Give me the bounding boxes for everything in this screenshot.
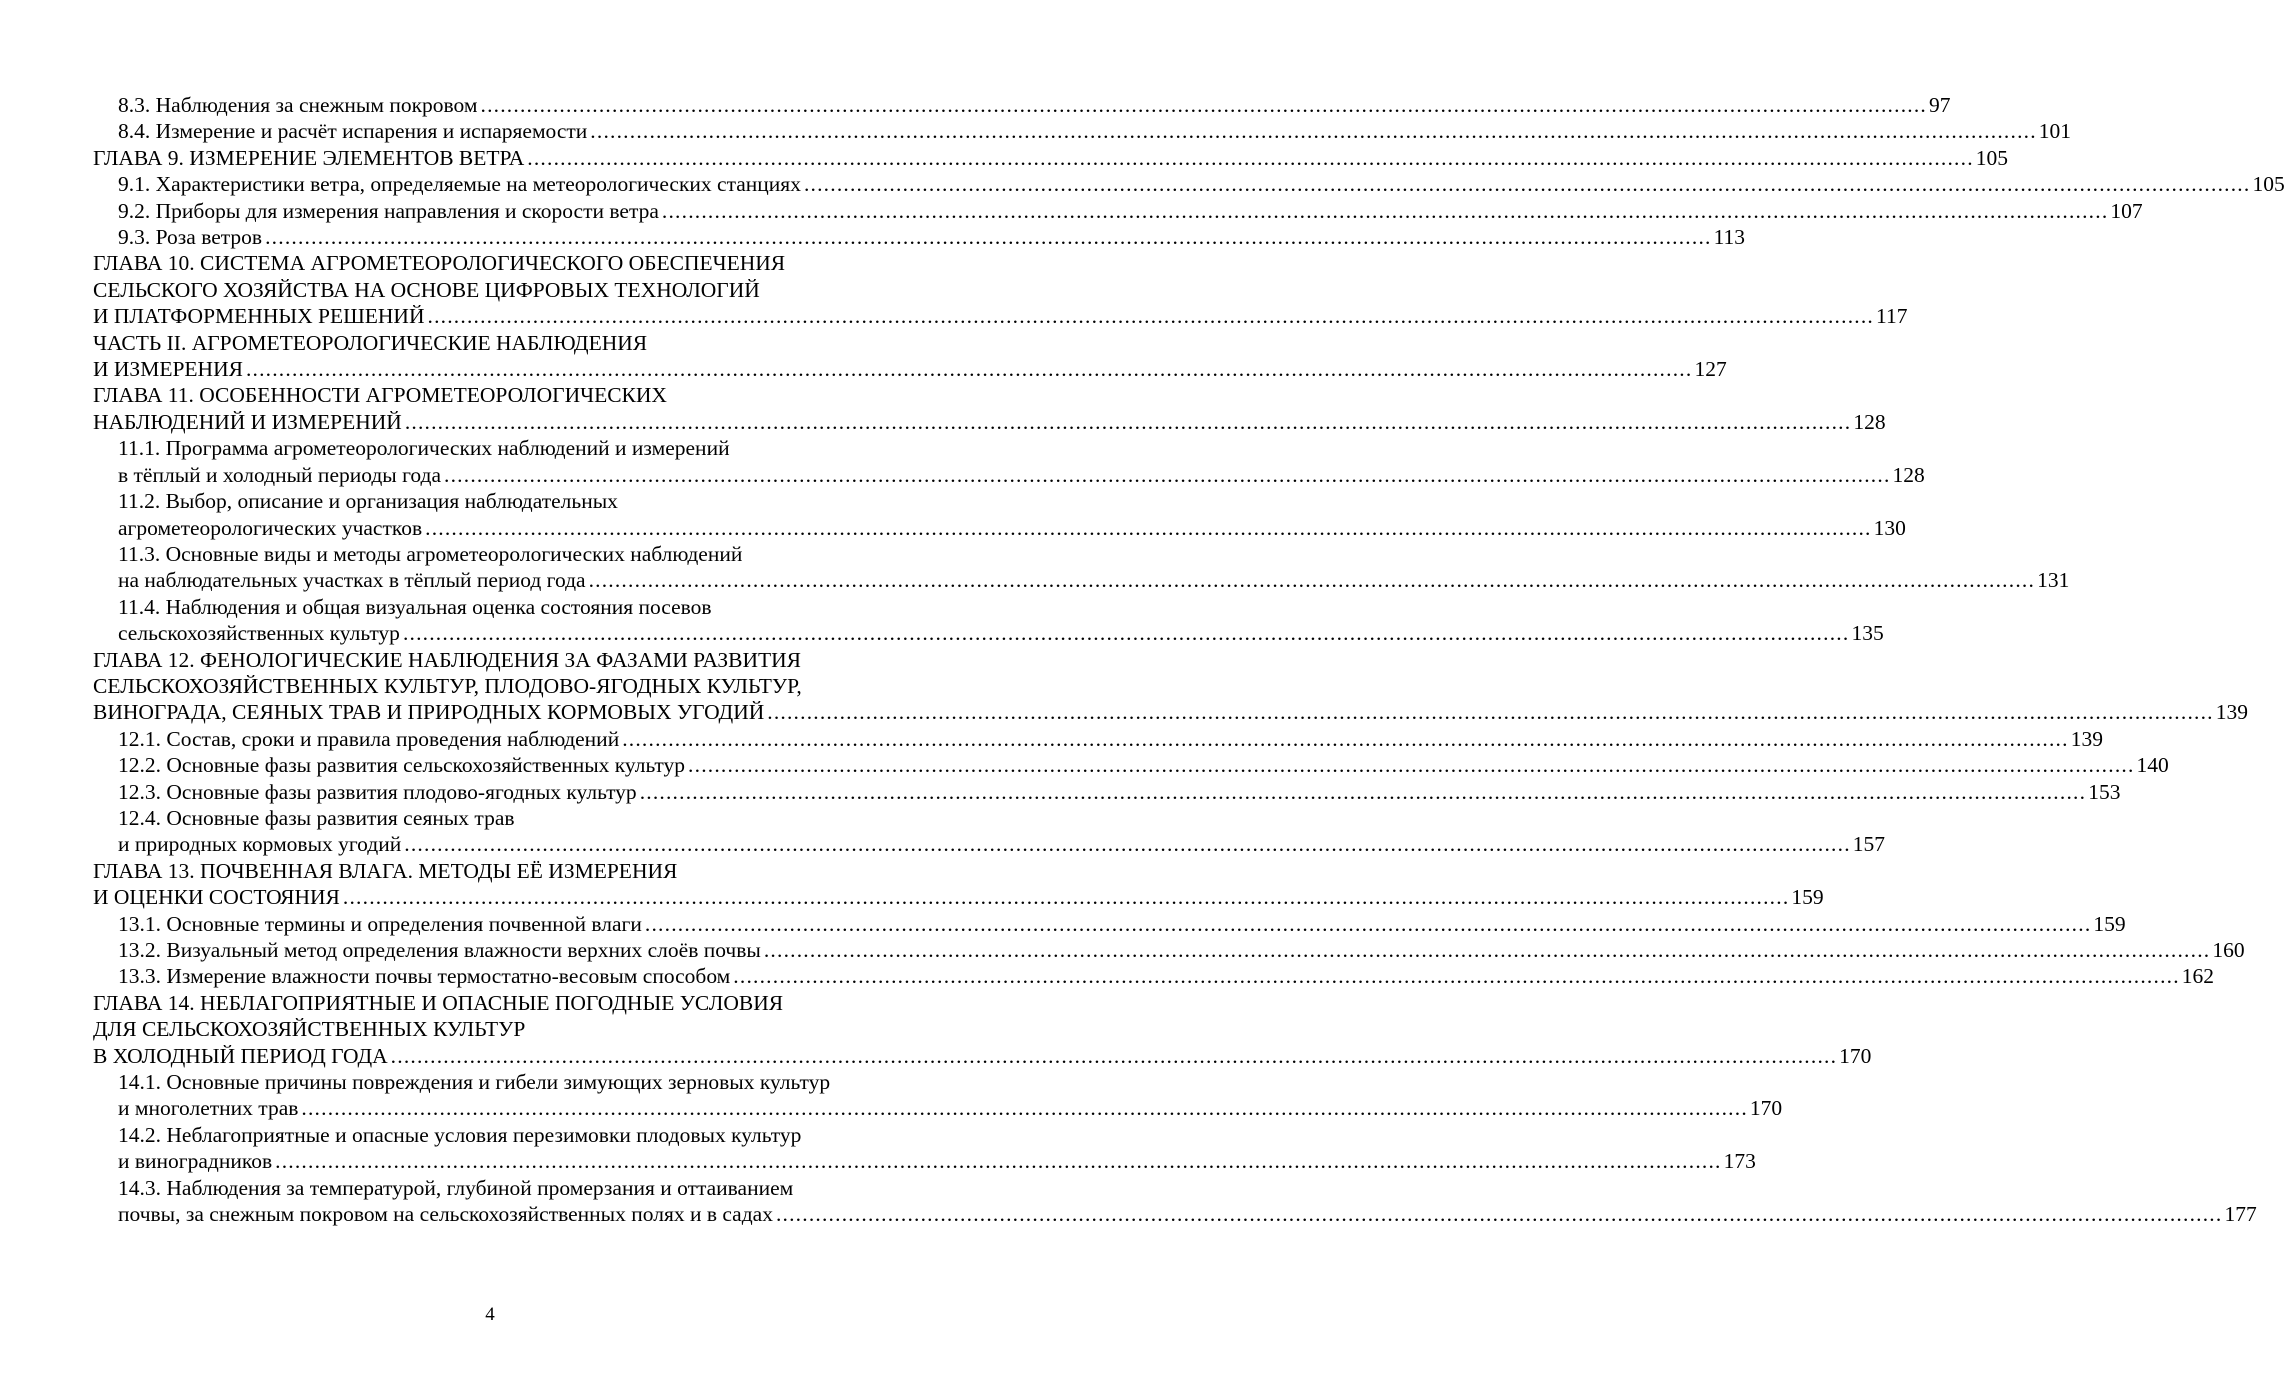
toc-entry-title-line: 11.4. Наблюдения и общая визуальная оценка состояния посевов bbox=[118, 594, 712, 619]
toc-entry-title-line: 12.2. Основные фазы развития сельскохозяйственных культур bbox=[118, 753, 686, 778]
toc-page-number: 170 bbox=[1749, 1096, 1783, 1121]
toc-entry-title-line: 14.1. Основные причины повреждения и гибели зимующих зерновых культур bbox=[118, 1070, 831, 1095]
toc-section-entry[interactable] bbox=[93, 779, 2121, 805]
toc-page-number: 160 bbox=[2212, 938, 2245, 962]
table-of-contents bbox=[93, 92, 2285, 1227]
toc-entry-last-line bbox=[118, 752, 2169, 778]
dot-leader: ............................................................................................................................................................................................................................ bbox=[688, 753, 2135, 778]
toc-entry-title-line: ГЛАВА 9. ИЗМЕРЕНИЕ ЭЛЕМЕНТОВ ВЕТРА bbox=[93, 145, 525, 170]
toc-entry-title-line: 11.1. Программа агрометеорологических наблюдений и измерений bbox=[118, 436, 730, 461]
toc-entry-last-line bbox=[93, 1043, 1872, 1069]
dot-leader: ............................................................................................................................................................................................................................ bbox=[775, 1202, 2223, 1227]
dot-leader: ............................................................................................................................................................................................................................ bbox=[763, 938, 2211, 962]
dot-leader: ............................................................................................................................................................................................................................ bbox=[590, 119, 2037, 144]
dot-leader: ............................................................................................................................................................................................................................ bbox=[245, 357, 1693, 382]
toc-entry-title-line: ЧАСТЬ II. АГРОМЕТЕОРОЛОГИЧЕСКИЕ НАБЛЮДЕНИЯ bbox=[93, 330, 648, 355]
toc-page-number: 162 bbox=[2181, 964, 2215, 989]
toc-section-entry[interactable] bbox=[93, 1175, 2257, 1228]
dot-leader: ............................................................................................................................................................................................................................ bbox=[480, 93, 1927, 117]
toc-entry-title-line: агрометеорологических участков bbox=[118, 515, 423, 540]
toc-entry-title-line: 8.4. Измерение и расчёт испарения и испаряемости bbox=[118, 119, 588, 144]
dot-leader: ............................................................................................................................................................................................................................ bbox=[803, 172, 2251, 197]
dot-leader: ............................................................................................................................................................................................................................ bbox=[425, 515, 1872, 540]
toc-entry-title-line: 12.1. Состав, сроки и правила проведения наблюдений bbox=[118, 726, 620, 751]
toc-page-number: 153 bbox=[2088, 779, 2121, 804]
toc-page-number: 117 bbox=[1876, 304, 1908, 329]
toc-section-entry[interactable] bbox=[93, 726, 2103, 752]
toc-entry-title-line: 8.3. Наблюдения за снежным покровом bbox=[118, 93, 478, 117]
toc-entry-title-line: в тёплый и холодный периоды года bbox=[118, 462, 442, 487]
toc-page-number: 101 bbox=[2038, 119, 2072, 144]
toc-entry-title-line: ВИНОГРАДА, СЕЯНЫХ ТРАВ И ПРИРОДНЫХ КОРМОВЫХ УГОДИЙ bbox=[93, 700, 765, 725]
dot-leader: ............................................................................................................................................................................................................................ bbox=[527, 145, 1974, 170]
toc-entry-title-line: 14.2. Неблагоприятные и опасные условия перезимовки плодовых культур bbox=[118, 1122, 802, 1147]
toc-entry-title-line: 9.2. Приборы для измерения направления и скорости ветра bbox=[118, 198, 659, 223]
toc-section-entry[interactable] bbox=[93, 118, 2072, 144]
dot-leader: ............................................................................................................................................................................................................................ bbox=[644, 911, 2092, 936]
toc-entry-title-line: ГЛАВА 12. ФЕНОЛОГИЧЕСКИЕ НАБЛЮДЕНИЯ ЗА ФАЗАМИ РАЗВИТИЯ bbox=[93, 647, 801, 672]
toc-entry-last-line bbox=[93, 303, 1908, 329]
toc-entry-title-line: и виноградников bbox=[118, 1149, 273, 1174]
toc-page-number: 105 bbox=[2252, 172, 2285, 197]
toc-chapter-entry[interactable] bbox=[93, 250, 1908, 329]
toc-entry-title-line: 9.3. Роза ветров bbox=[118, 225, 263, 250]
toc-chapter-entry[interactable] bbox=[93, 990, 1872, 1069]
toc-page-number: 139 bbox=[2215, 700, 2248, 725]
toc-entry-title-line: ГЛАВА 13. ПОЧВЕННАЯ ВЛАГА. МЕТОДЫ ЕЁ ИЗМЕРЕНИЯ bbox=[93, 858, 678, 883]
dot-leader: ............................................................................................................................................................................................................................ bbox=[588, 568, 2036, 593]
toc-entry-title-line: 14.3. Наблюдения за температурой, глубиной промерзания и оттаиванием bbox=[118, 1175, 794, 1200]
toc-page-number: 135 bbox=[1851, 621, 1884, 646]
toc-section-entry[interactable] bbox=[93, 1122, 1756, 1175]
toc-entry-title-line: И ИЗМЕРЕНИЯ bbox=[93, 357, 243, 382]
toc-page-number: 128 bbox=[1892, 462, 1925, 487]
dot-leader: ............................................................................................................................................................................................................................ bbox=[661, 198, 2109, 223]
toc-chapter-entry[interactable] bbox=[93, 647, 2248, 726]
dot-leader: ............................................................................................................................................................................................................................ bbox=[265, 225, 1712, 250]
dot-leader: ............................................................................................................................................................................................................................ bbox=[275, 1149, 1722, 1174]
toc-entry-title-line: ДЛЯ СЕЛЬСКОХОЗЯЙСТВЕННЫХ КУЛЬТУР bbox=[93, 1017, 526, 1042]
toc-section-entry[interactable] bbox=[93, 752, 2169, 778]
toc-entry-title-line: 13.3. Измерение влажности почвы термостатно-весовым способом bbox=[118, 964, 731, 989]
dot-leader: ............................................................................................................................................................................................................................ bbox=[390, 1043, 1838, 1068]
toc-chapter-entry[interactable] bbox=[93, 145, 2009, 171]
toc-entry-last-line bbox=[93, 884, 1824, 910]
toc-section-entry[interactable] bbox=[93, 488, 1906, 541]
toc-entry-last-line bbox=[118, 779, 2121, 805]
toc-entry-last-line bbox=[118, 911, 2126, 937]
toc-entry-title-line: В ХОЛОДНЫЙ ПЕРИОД ГОДА bbox=[93, 1043, 388, 1068]
toc-entry-title-line: ГЛАВА 14. НЕБЛАГОПРИЯТНЫЕ И ОПАСНЫЕ ПОГОДНЫЕ УСЛОВИЯ bbox=[93, 990, 784, 1015]
toc-entry-title-line: 9.1. Характеристики ветра, определяемые на метеорологических станциях bbox=[118, 172, 801, 197]
toc-page-number: 107 bbox=[2110, 198, 2143, 223]
toc-page-number: 131 bbox=[2037, 568, 2070, 593]
toc-page-number: 130 bbox=[1873, 515, 1906, 540]
toc-entry-last-line bbox=[118, 1201, 2257, 1227]
toc-chapter-entry[interactable] bbox=[93, 330, 1727, 383]
toc-page-number: 139 bbox=[2070, 726, 2103, 751]
toc-section-entry[interactable] bbox=[93, 171, 2285, 197]
toc-entry-title-line: ГЛАВА 11. ОСОБЕННОСТИ АГРОМЕТЕОРОЛОГИЧЕСКИХ bbox=[93, 383, 667, 408]
toc-entry-title-line: 12.4. Основные фазы развития сеяных трав bbox=[118, 805, 515, 830]
dot-leader: ............................................................................................................................................................................................................................ bbox=[622, 726, 2069, 751]
dot-leader: ............................................................................................................................................................................................................................ bbox=[301, 1096, 1748, 1121]
toc-section-entry[interactable] bbox=[93, 435, 1925, 488]
toc-entry-last-line bbox=[118, 198, 2143, 224]
toc-page-number: 177 bbox=[2224, 1202, 2257, 1227]
toc-page-number: 128 bbox=[1853, 409, 1886, 434]
toc-entry-last-line bbox=[93, 699, 2248, 725]
dot-leader: ............................................................................................................................................................................................................................ bbox=[733, 964, 2180, 989]
toc-page-number: 113 bbox=[1713, 225, 1746, 250]
toc-entry-title-line: сельскохозяйственных культур bbox=[118, 621, 400, 646]
toc-entry-title-line: СЕЛЬСКОГО ХОЗЯЙСТВА НА ОСНОВЕ ЦИФРОВЫХ ТЕХНОЛОГИЙ bbox=[93, 277, 760, 302]
toc-entry-title-line: ГЛАВА 10. СИСТЕМА АГРОМЕТЕОРОЛОГИЧЕСКОГО ОБЕСПЕЧЕНИЯ bbox=[93, 251, 786, 276]
toc-entry-last-line bbox=[118, 726, 2103, 752]
dot-leader: ............................................................................................................................................................................................................................ bbox=[427, 304, 1874, 329]
toc-entry-title-line: 11.3. Основные виды и методы агрометеорологических наблюдений bbox=[118, 541, 743, 566]
toc-section-entry[interactable] bbox=[93, 1069, 1783, 1122]
toc-entry-title-line: НАБЛЮДЕНИЙ И ИЗМЕРЕНИЙ bbox=[93, 409, 402, 434]
page-number: 4 bbox=[485, 1304, 495, 1325]
toc-entry-title-line: И ОЦЕНКИ СОСТОЯНИЯ bbox=[93, 885, 340, 910]
dot-leader: ............................................................................................................................................................................................................................ bbox=[639, 779, 2087, 804]
toc-entry-title-line: И ПЛАТФОРМЕННЫХ РЕШЕНИЙ bbox=[93, 304, 425, 329]
toc-entry-title-line: 13.1. Основные термины и определения почвенной влаги bbox=[118, 911, 642, 936]
toc-chapter-entry[interactable] bbox=[93, 858, 1824, 911]
dot-leader: ............................................................................................................................................................................................................................ bbox=[342, 885, 1790, 910]
toc-section-entry[interactable] bbox=[93, 198, 2143, 224]
toc-entry-title-line: 12.3. Основные фазы развития плодово-ягодных культур bbox=[118, 779, 637, 804]
toc-entry-title-line: 11.2. Выбор, описание и организация наблюдательных bbox=[118, 489, 618, 514]
toc-entry-last-line bbox=[93, 409, 1886, 435]
toc-section-entry[interactable] bbox=[93, 805, 1886, 858]
toc-entry-last-line bbox=[118, 462, 1925, 488]
toc-entry-last-line bbox=[118, 831, 1886, 857]
toc-entry-title-line: 13.2. Визуальный метод определения влажности верхних слоёв почвы bbox=[118, 938, 761, 962]
toc-entry-last-line bbox=[93, 356, 1727, 382]
toc-entry-title-line: и природных кормовых угодий bbox=[118, 832, 402, 857]
toc-page-number: 173 bbox=[1723, 1149, 1756, 1174]
toc-entry-title-line: СЕЛЬСКОХОЗЯЙСТВЕННЫХ КУЛЬТУР, ПЛОДОВО-ЯГОДНЫХ КУЛЬТУР, bbox=[93, 673, 802, 698]
toc-page-number: 159 bbox=[1791, 885, 1824, 910]
dot-leader: ............................................................................................................................................................................................................................ bbox=[767, 700, 2214, 725]
dot-leader: ............................................................................................................................................................................................................................ bbox=[404, 409, 1852, 434]
toc-page-number: 97 bbox=[1929, 93, 1951, 117]
toc-entry-last-line bbox=[118, 1095, 1783, 1121]
toc-entry-last-line bbox=[118, 937, 2245, 963]
toc-entry-last-line bbox=[118, 118, 2072, 144]
toc-entry-last-line bbox=[118, 1148, 1756, 1174]
toc-section-entry[interactable] bbox=[93, 224, 1746, 250]
toc-page-number: 140 bbox=[2136, 753, 2169, 778]
toc-chapter-entry[interactable] bbox=[93, 382, 1886, 435]
toc-entry-last-line bbox=[118, 620, 1884, 646]
toc-entry-last-line bbox=[118, 224, 1746, 250]
toc-page-number: 127 bbox=[1694, 357, 1727, 382]
toc-entry-title-line: на наблюдательных участках в тёплый период года bbox=[118, 568, 586, 593]
dot-leader: ............................................................................................................................................................................................................................ bbox=[444, 462, 1891, 487]
toc-entry-title-line: и многолетних трав bbox=[118, 1096, 299, 1121]
toc-entry-last-line bbox=[118, 963, 2215, 989]
toc-page-number: 159 bbox=[2093, 911, 2126, 936]
toc-entry-last-line bbox=[118, 171, 2285, 197]
dot-leader: ............................................................................................................................................................................................................................ bbox=[404, 832, 1851, 857]
toc-entry-last-line bbox=[118, 515, 1906, 541]
toc-entry-title-line: почвы, за снежным покровом на сельскохозяйственных полях и в садах bbox=[118, 1202, 773, 1227]
toc-entry-last-line bbox=[118, 92, 1951, 118]
toc-entry-last-line bbox=[118, 567, 2070, 593]
toc-page-number: 105 bbox=[1975, 145, 2009, 170]
toc-page-number: 157 bbox=[1852, 832, 1886, 857]
toc-entry-last-line bbox=[93, 145, 2009, 171]
toc-section-entry[interactable] bbox=[93, 541, 2070, 594]
toc-section-entry[interactable] bbox=[93, 911, 2126, 937]
toc-section-entry[interactable] bbox=[93, 594, 1884, 647]
toc-section-entry[interactable] bbox=[93, 92, 1951, 118]
toc-section-entry[interactable] bbox=[93, 963, 2215, 989]
dot-leader: ............................................................................................................................................................................................................................ bbox=[402, 621, 1850, 646]
toc-section-entry[interactable] bbox=[93, 937, 2245, 963]
toc-page-number: 170 bbox=[1839, 1043, 1872, 1068]
